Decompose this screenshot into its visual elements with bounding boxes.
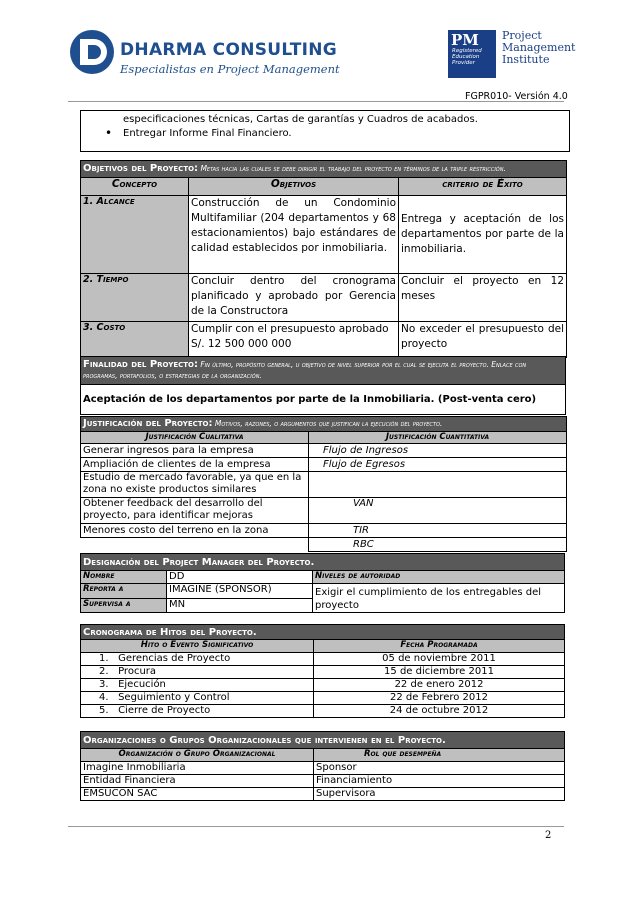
col-fecha: Fecha Programada — [314, 640, 565, 653]
finalidad-subtitle: Fin último, propósito general, u objetivo de nivel superior por el cual se ejecuta el proyecto. Enlace con programas, portafolios, o estrategias de la organización. — [83, 360, 527, 380]
pmi-badge-text: Registered Education Provider — [452, 48, 482, 66]
justificacion-title: Justificación del Proyecto: — [83, 418, 213, 429]
col-cualitativa: Justificación Cualitativa — [81, 432, 309, 444]
hito-cell: 1. Gerencias de Proyecto — [81, 653, 314, 666]
page-number: 2 — [545, 830, 552, 841]
fecha-cell: 05 de noviembre 2011 — [314, 653, 565, 666]
col-organizacion: Organización o Grupo Organizacional — [81, 749, 314, 762]
svg-text:PM: PM — [451, 31, 479, 48]
col-objetivos: Objetivos — [189, 178, 399, 196]
pmi-mark-icon — [448, 30, 496, 48]
dharma-logo — [68, 26, 340, 86]
justificacion-table — [80, 416, 567, 552]
table-row — [81, 653, 565, 666]
objetivo-cell: Cumplir con el presupuesto aprobado S/. 12 500 000 000 — [189, 322, 399, 358]
cuantitativa-cell: Flujo de Egresos — [309, 458, 567, 472]
finalidad-table — [80, 356, 566, 415]
organizaciones-table — [80, 731, 565, 801]
objetivos-subtitle: Metas hacia las cuales se debe dirigir el trabajo del proyecto en términos de la triple restricción. — [200, 164, 506, 173]
pmi-logo — [448, 30, 578, 80]
document-version: FGPR010- Versión 4.0 — [465, 91, 568, 102]
col-rol: Rol que desempeña — [314, 749, 565, 762]
hito-cell: 3. Ejecución — [81, 679, 314, 692]
cuantitativa-cell: TIR — [309, 524, 567, 538]
cualitativa-cell: Estudio de mercado favorable, ya que en la zona no existe productos similares — [81, 472, 309, 498]
finalidad-text: Aceptación de los departamentos por parte de la Inmobiliaria. (Post-venta cero) — [81, 385, 566, 415]
table-row — [81, 692, 565, 705]
reporta-label: Reporta a — [81, 584, 167, 599]
table-row — [81, 775, 565, 788]
niveles-label: Niveles de autoridad — [313, 571, 565, 584]
table-row — [81, 524, 567, 538]
table-row — [81, 762, 565, 775]
nombre-label: Nombre — [81, 571, 167, 584]
org-cell: EMSUCON SAC — [81, 788, 314, 801]
rol-cell: Sponsor — [314, 762, 565, 775]
table-row — [81, 498, 567, 524]
table-row — [81, 458, 567, 472]
objetivo-cell: Concluir dentro del cronograma planificado y aprobado por Gerencia de la Constructora — [189, 274, 399, 322]
company-tagline: Especialistas en Project Management — [120, 62, 340, 76]
deliverables-line-2: Entregar Informe Final Financiero. — [123, 128, 292, 139]
company-name: DHARMA CONSULTING — [120, 40, 338, 60]
table-row — [81, 274, 567, 322]
pmi-badge — [448, 30, 496, 78]
table-row — [81, 705, 565, 718]
cualitativa-cell: Ampliación de clientes de la empresa — [81, 458, 309, 472]
table-row — [81, 666, 565, 679]
table-row — [81, 788, 565, 801]
hito-cell: 2. Procura — [81, 666, 314, 679]
designacion-title: Designación del Project Manager del Proyecto. — [81, 554, 565, 571]
dharma-logo-icon — [68, 28, 116, 76]
cuantitativa-cell: Flujo de Ingresos — [309, 444, 567, 458]
header-divider — [68, 101, 564, 102]
hito-cell: 5. Cierre de Proyecto — [81, 705, 314, 718]
table-row — [81, 679, 565, 692]
cualitativa-cell: Obtener feedback del desarrollo del proyecto, para identificar mejoras — [81, 498, 309, 524]
cronograma-table — [80, 624, 565, 718]
cuantitativa-cell — [309, 472, 567, 498]
criterio-cell: Entrega y aceptación de los departamentos por parte de la inmobiliaria. — [399, 196, 567, 274]
deliverables-box — [80, 110, 570, 152]
col-cuantitativa: Justificación Cuantitativa — [309, 432, 567, 444]
cualitativa-cell: Generar ingresos para la empresa — [81, 444, 309, 458]
col-concepto: Concepto — [81, 178, 189, 196]
col-hito: Hito o Evento Significativo — [81, 640, 314, 653]
hito-cell: 4. Seguimiento y Control — [81, 692, 314, 705]
fecha-cell: 24 de octubre 2012 — [314, 705, 565, 718]
bullet-icon: • — [105, 126, 113, 140]
cualitativa-cell: Menores costo del terreno en la zona — [81, 524, 309, 538]
finalidad-title: Finalidad del Proyecto: — [83, 359, 198, 370]
objetivos-table — [80, 160, 567, 358]
objetivos-title: Objetivos del Proyecto: — [83, 163, 199, 174]
org-cell: Imagine Inmobiliaria — [81, 762, 314, 775]
table-row — [81, 472, 567, 498]
rol-cell: Supervisora — [314, 788, 565, 801]
justificacion-subtitle: Motivos, razones, o argumentos que justifican la ejecución del proyecto. — [214, 419, 443, 428]
cualitativa-cell — [81, 538, 309, 552]
criterio-cell: Concluir el proyecto en 12 meses — [399, 274, 567, 322]
deliverables-line-1: especificaciones técnicas, Cartas de garantías y Cuadros de acabados. — [123, 114, 478, 125]
cronograma-title: Cronograma de Hitos del Proyecto. — [81, 625, 565, 640]
nombre-value: DD — [167, 571, 313, 584]
pmi-name: Project Management Institute — [502, 29, 576, 66]
fecha-cell: 22 de enero 2012 — [314, 679, 565, 692]
concepto-cell: 3. Costo — [81, 322, 189, 358]
table-row — [81, 322, 567, 358]
org-cell: Entidad Financiera — [81, 775, 314, 788]
col-criterio: criterio de Éxito — [399, 178, 567, 196]
fecha-cell: 15 de diciembre 2011 — [314, 666, 565, 679]
table-row — [81, 196, 567, 274]
cuantitativa-cell: VAN — [309, 498, 567, 524]
reporta-value: IMAGINE (SPONSOR) — [167, 584, 313, 599]
fecha-cell: 22 de Febrero 2012 — [314, 692, 565, 705]
table-row — [81, 538, 567, 552]
supervisa-label: Supervisa a — [81, 598, 167, 613]
concepto-cell: 1. Alcance — [81, 196, 189, 274]
criterio-cell: No exceder el presupuesto del proyecto — [399, 322, 567, 358]
supervisa-value: MN — [167, 598, 313, 613]
table-row — [81, 444, 567, 458]
autoridad-value: Exigir el cumplimiento de los entregables del proyecto — [313, 584, 565, 613]
concepto-cell: 2. Tiempo — [81, 274, 189, 322]
designacion-table — [80, 553, 565, 613]
organizaciones-title: Organizaciones o Grupos Organizacionales que intervienen en el Proyecto. — [81, 732, 565, 749]
footer-divider — [68, 826, 564, 827]
rol-cell: Financiamiento — [314, 775, 565, 788]
objetivo-cell: Construcción de un Condominio Multifamiliar (204 departamentos y 68 estacionamientos) bajo estándares de calidad establecidos por inmobiliaria. — [189, 196, 399, 274]
cuantitativa-cell: RBC — [309, 538, 567, 552]
